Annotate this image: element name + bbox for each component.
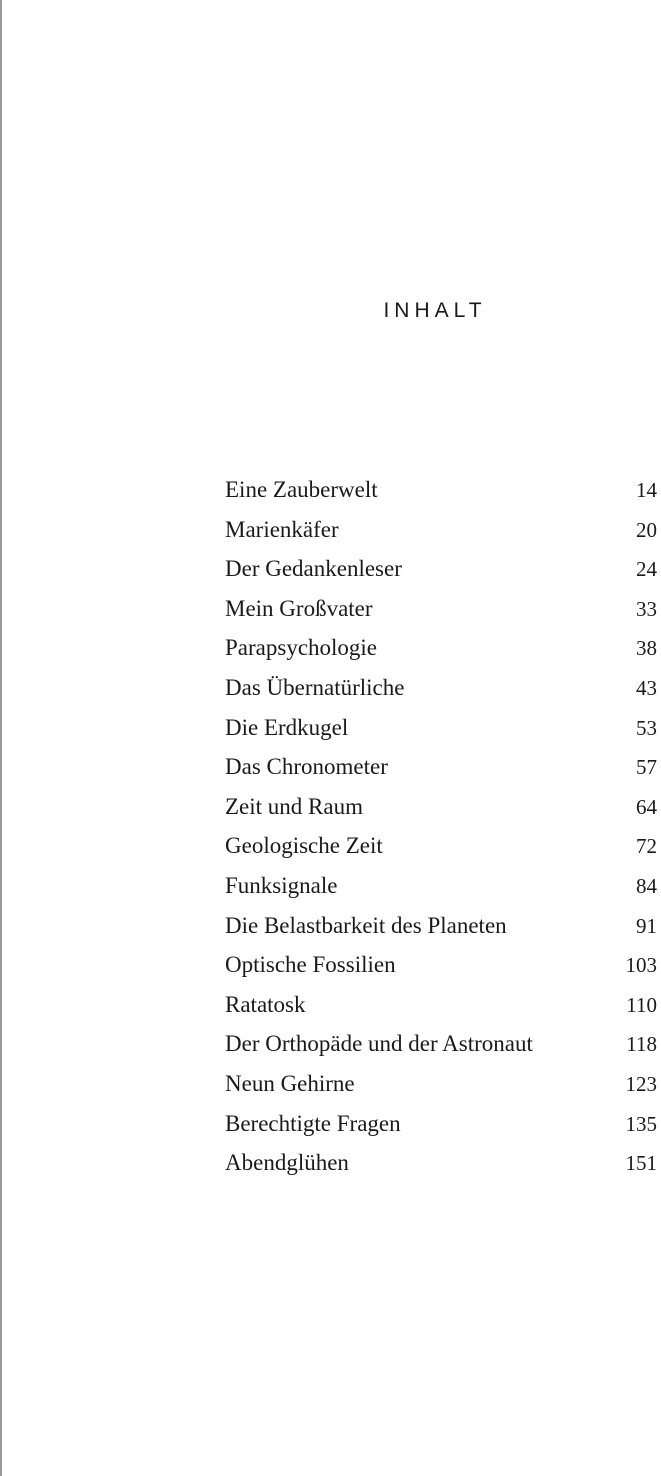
toc-entry [225, 1111, 657, 1151]
toc-entry-title: Parapsychologie [225, 635, 378, 661]
toc-entry-title: Optische Fossilien [225, 952, 396, 978]
toc-entry-title: Das Chronometer [225, 754, 388, 780]
toc-entry-page-number: 123 [625, 1071, 657, 1096]
toc-entry [225, 635, 657, 675]
toc-entry-page-number: 20 [636, 517, 657, 542]
toc-entry-page-number: 53 [636, 715, 657, 740]
toc-entry-page-number: 24 [636, 557, 657, 582]
toc-entry-title: Funksignale [225, 872, 338, 898]
toc-entry [225, 794, 657, 834]
toc-entry [225, 517, 657, 557]
toc-entry-page-number: 84 [636, 873, 657, 898]
toc-entry [225, 715, 657, 755]
toc-entry-title: Die Belastbarkeit des Planeten [225, 912, 507, 938]
toc-entry-title: Marienkäfer [225, 516, 339, 542]
toc-entry-page-number: 91 [636, 913, 657, 938]
toc-entry-title: Geologische Zeit [225, 833, 383, 859]
toc-entry [225, 1031, 657, 1071]
toc-entry-page-number: 151 [625, 1151, 657, 1176]
toc-entry-title: Neun Gehirne [225, 1070, 355, 1096]
toc-entry-title: Ratatosk [225, 991, 306, 1017]
toc-entry-title: Die Erdkugel [225, 714, 349, 740]
toc-entry-page-number: 14 [636, 478, 657, 502]
toc-entry-page-number: 72 [636, 834, 657, 859]
toc-entry-page-number: 110 [626, 992, 657, 1017]
toc-entry [225, 675, 657, 715]
toc-entry [225, 873, 657, 913]
toc-entry-page-number: 38 [636, 636, 657, 661]
table-of-contents [225, 477, 657, 1190]
toc-entry-page-number: 103 [625, 953, 657, 978]
toc-entry-page-number: 135 [625, 1111, 657, 1136]
page-edge-line [0, 0, 2, 1476]
toc-entry [225, 913, 657, 953]
toc-entry-page-number: 33 [636, 596, 657, 621]
toc-entry-title: Das Übernatürliche [225, 674, 405, 700]
toc-entry [225, 992, 657, 1032]
toc-entry-title: Berechtigte Fragen [225, 1110, 401, 1136]
toc-entry [225, 952, 657, 992]
toc-entry-title: Eine Zauberwelt [225, 477, 378, 502]
toc-entry-title: Abendglühen [225, 1150, 349, 1176]
toc-entry [225, 1071, 657, 1111]
toc-entry [225, 477, 657, 517]
toc-entry-title: Der Gedankenleser [225, 556, 402, 582]
toc-entry-page-number: 118 [626, 1032, 657, 1057]
toc-entry-page-number: 64 [636, 794, 657, 819]
toc-entry [225, 833, 657, 873]
toc-entry [225, 754, 657, 794]
toc-entry-title: Der Orthopäde und der Astronaut [225, 1031, 533, 1057]
toc-entry-title: Zeit und Raum [225, 793, 363, 819]
toc-entry-title: Mein Großvater [225, 595, 373, 621]
toc-entry [225, 1150, 657, 1190]
page-title: INHALT [383, 299, 487, 323]
toc-entry [225, 596, 657, 636]
toc-entry-page-number: 43 [636, 675, 657, 700]
toc-entry [225, 556, 657, 596]
toc-entry-page-number: 57 [636, 755, 657, 780]
